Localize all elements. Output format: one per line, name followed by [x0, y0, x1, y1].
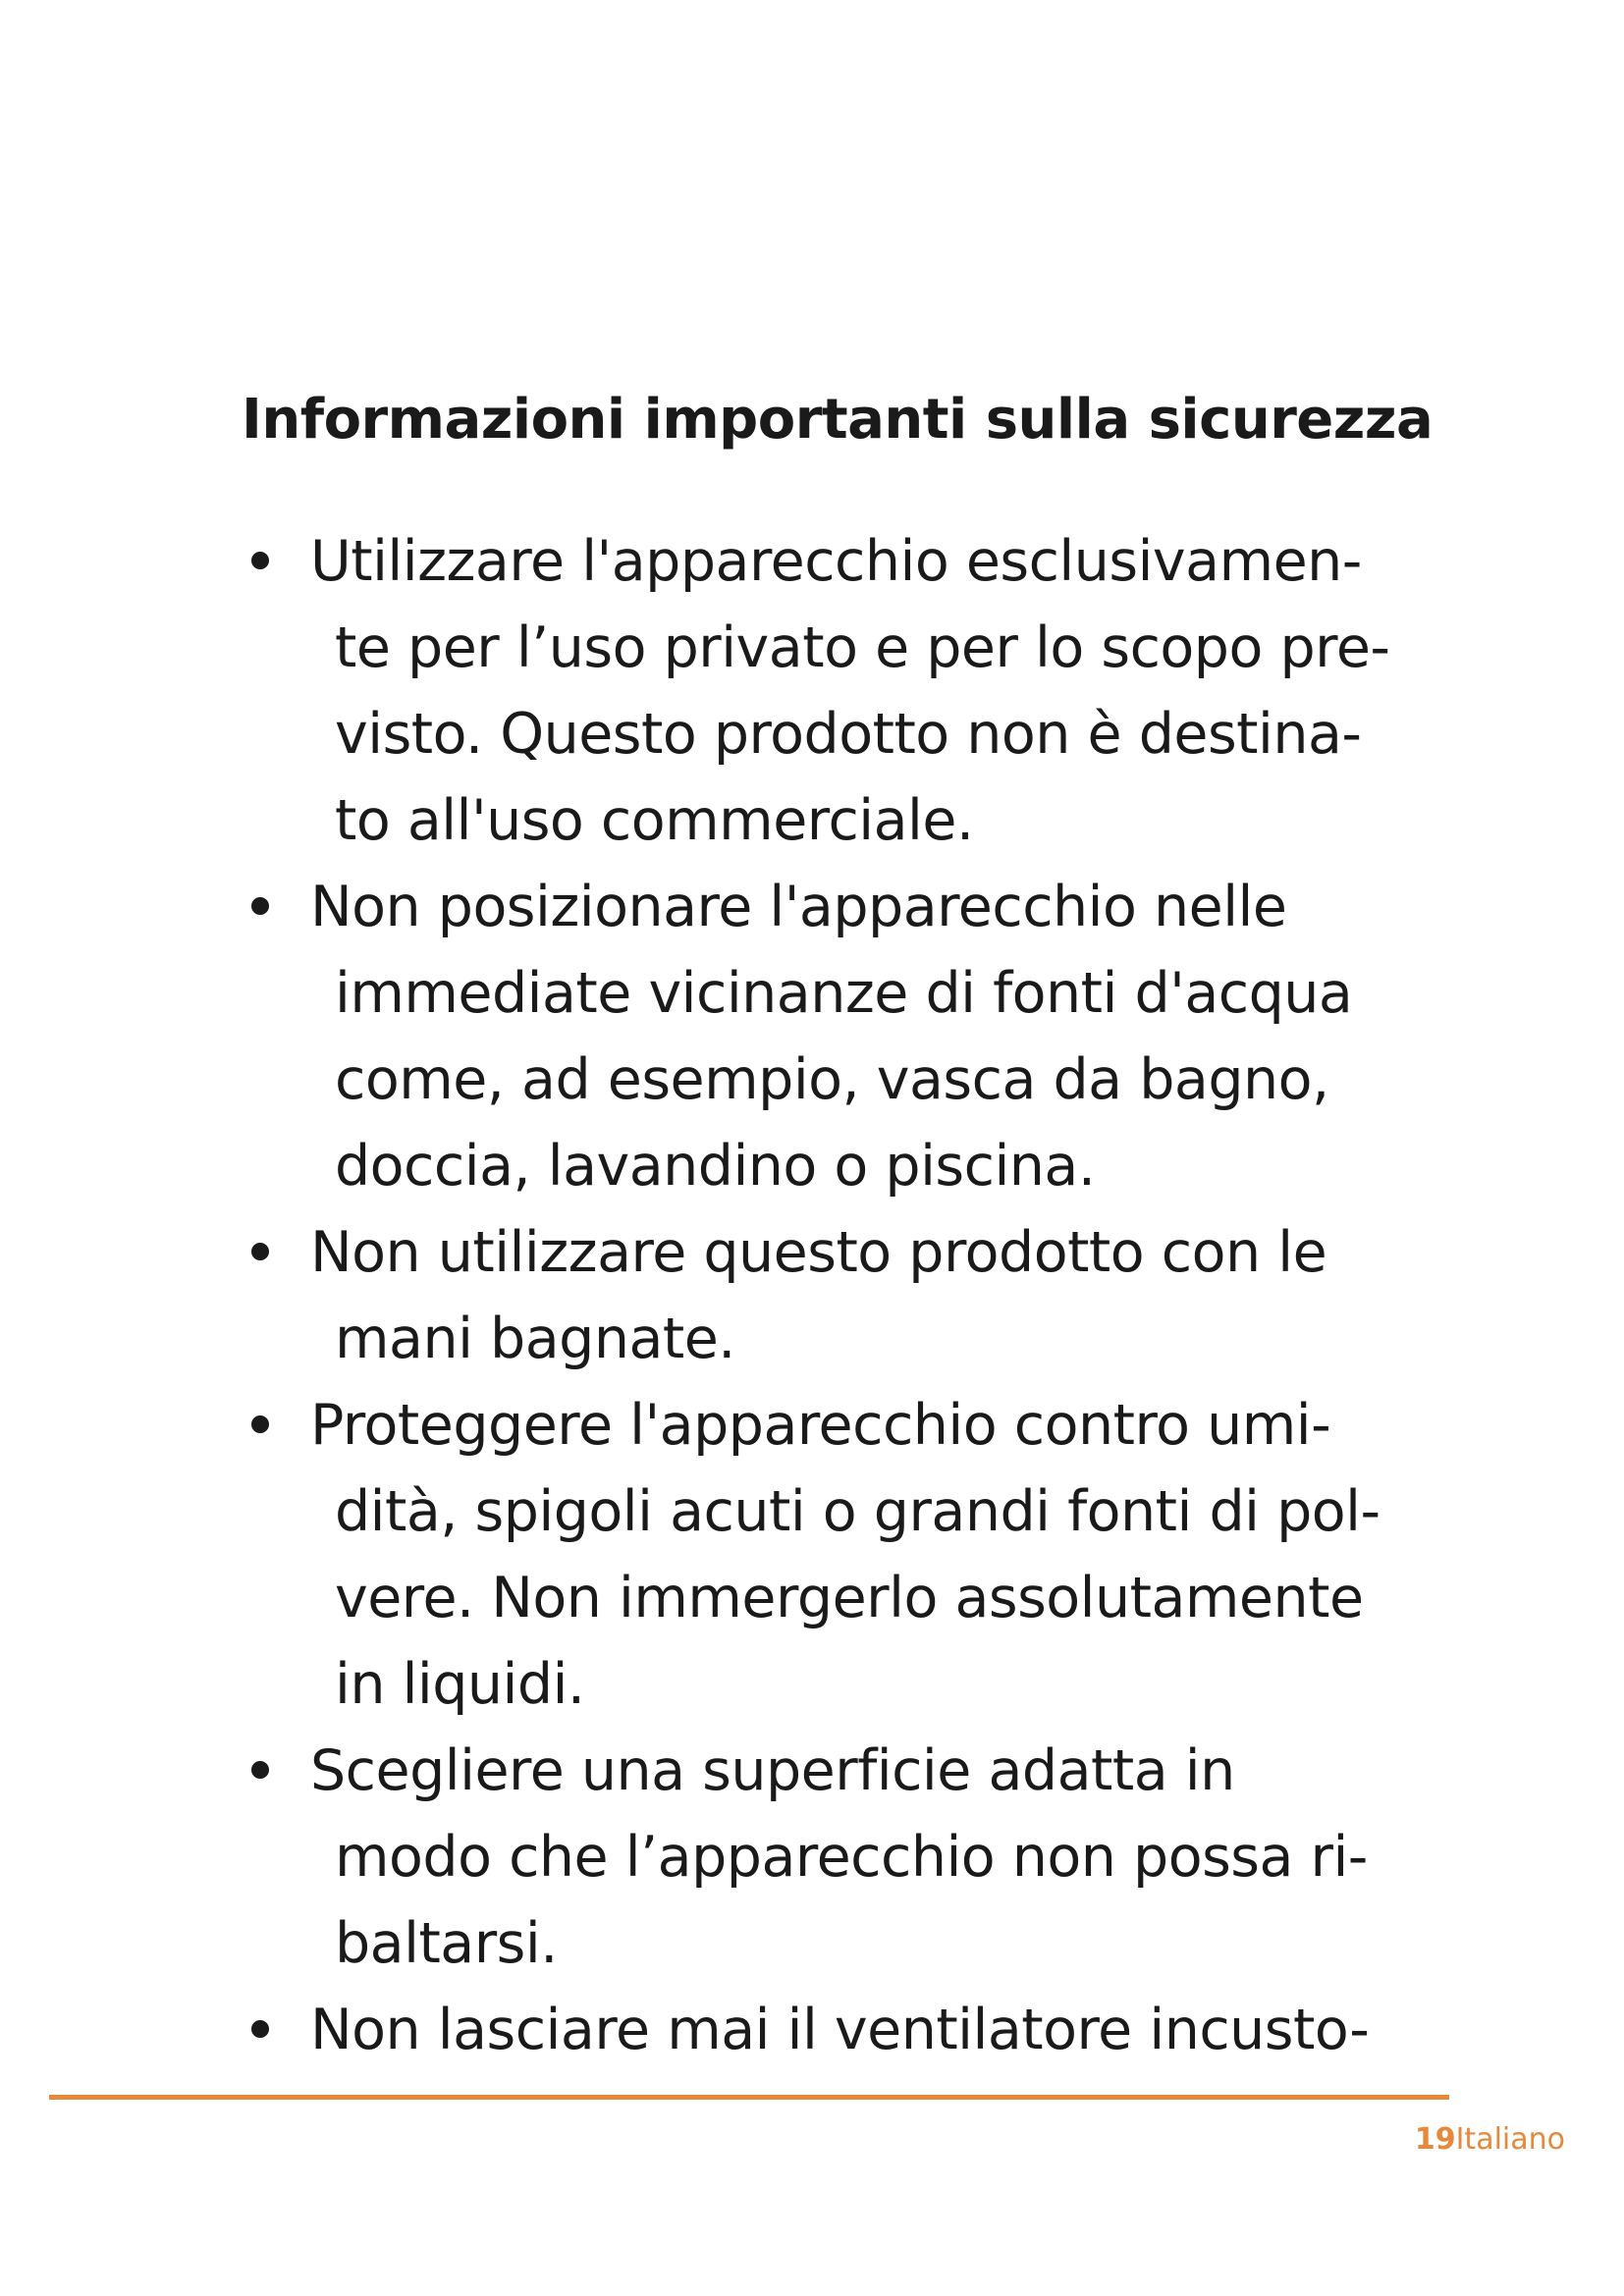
bullet-dot-icon — [251, 2020, 269, 2038]
bullet-line: Non posizionare l'apparecchio nelle — [310, 875, 1287, 939]
footer-language: Italiano — [1455, 2122, 1565, 2157]
bullet-line: vere. Non immergerlo assolutamente — [335, 1566, 1364, 1630]
bullet-dot-icon — [251, 897, 269, 915]
bullet-line: Utilizzare l'apparecchio esclusivamen- — [310, 529, 1362, 594]
bullet-line: immediate vicinanze di fonti d'acqua — [335, 961, 1353, 1026]
page-number: 19 — [1414, 2122, 1456, 2157]
bullet-line: to all'uso commerciale. — [335, 788, 974, 853]
bullet-line: doccia, lavandino o piscina. — [335, 1134, 1096, 1199]
bullet-line: in liquidi. — [335, 1652, 585, 1717]
bullet-item — [242, 1382, 1479, 1728]
bullet-item — [242, 864, 1479, 1209]
bullet-item — [242, 1728, 1479, 1987]
bullet-line: dità, spigoli acuti o grandi fonti di pol- — [335, 1479, 1380, 1544]
bullet-line: mani bagnate. — [335, 1307, 735, 1371]
bullet-item — [242, 1987, 1479, 2073]
bullet-dot-icon — [251, 552, 269, 569]
bullet-item — [242, 1209, 1479, 1382]
bullet-line: visto. Questo prodotto non è destina- — [335, 702, 1362, 767]
bullet-line: Non utilizzare questo prodotto con le — [310, 1220, 1327, 1285]
footer-divider — [49, 2095, 1449, 2100]
safety-bullet-list — [242, 518, 1479, 2073]
bullet-dot-icon — [251, 1761, 269, 1779]
bullet-dot-icon — [251, 1415, 269, 1433]
section-heading: Informazioni importanti sulla sicurezza — [242, 388, 1434, 452]
bullet-dot-icon — [251, 1243, 269, 1260]
bullet-line: te per l’uso privato e per lo scopo pre- — [335, 615, 1390, 680]
bullet-line: modo che l’apparecchio non possa ri- — [335, 1825, 1368, 1890]
bullet-line: Proteggere l'apparecchio contro umi- — [310, 1393, 1331, 1458]
bullet-item — [242, 518, 1479, 864]
page-footer — [1415, 2120, 1565, 2160]
bullet-line: Non lasciare mai il ventilatore incusto- — [310, 1998, 1370, 2062]
bullet-line: baltarsi. — [335, 1911, 558, 1976]
bullet-line: come, ad esempio, vasca da bagno, — [335, 1047, 1329, 1112]
bullet-line: Scegliere una superficie adatta in — [310, 1738, 1235, 1803]
